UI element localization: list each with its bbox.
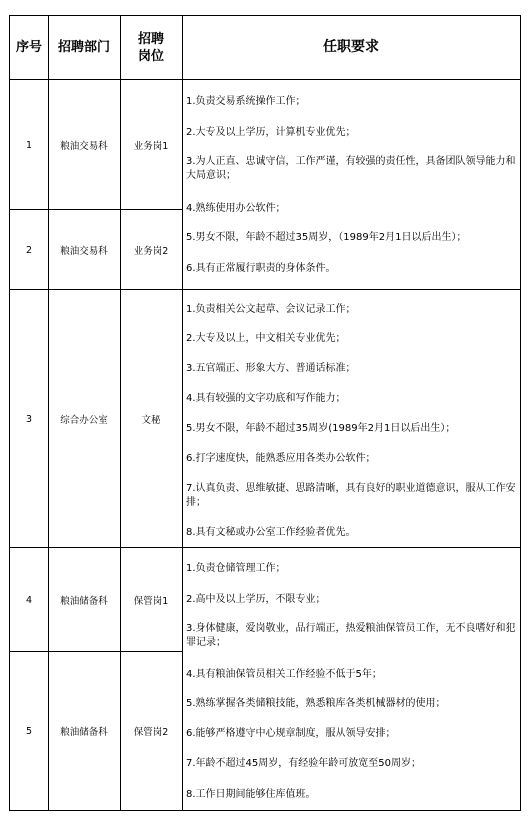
requirement-item: 3.为人正直、忠诚守信，工作严谨，有较强的责任性，具备团队领导能力和大局意识； — [186, 156, 516, 181]
table-border-top — [9, 15, 521, 16]
row2-post: 业务岗2 — [133, 246, 169, 257]
row1-dept: 粮油交易科 — [60, 141, 108, 152]
row5-seq: 5 — [25, 725, 33, 737]
requirement-item: 6.打字速度快，能熟悉应用各类办公软件； — [186, 453, 376, 464]
row4-seq: 4 — [25, 594, 33, 606]
row3-dept: 综合办公室 — [60, 415, 108, 426]
column-divider — [48, 15, 49, 811]
header-seq: 序号 — [15, 40, 42, 55]
requirement-item: 3.身体健康，爱岗敬业，品行端正，热爱粮油保管员工作，无不良嗜好和犯罪记录； — [186, 623, 516, 648]
column-divider — [120, 15, 121, 811]
row3-seq: 3 — [25, 413, 33, 425]
header-post-line2: 岗位 — [137, 48, 164, 64]
row5-dept: 粮油储备科 — [60, 727, 108, 738]
requirement-item: 5.男女不限，年龄不超过35周岁(1989年2月1日以后出生）； — [186, 423, 456, 434]
requirement-item: 1.负责相关公文起草、会议记录工作； — [186, 304, 356, 315]
requirement-item: 7.认真负责、思维敏捷、思路清晰，具有良好的职业道德意识，服从工作安排； — [186, 483, 516, 508]
requirement-item: 4.具有较强的文字功底和写作能力； — [186, 393, 346, 404]
requirement-item: 2.高中及以上学历，不限专业； — [186, 594, 326, 605]
row2-seq: 2 — [25, 244, 33, 256]
requirement-item: 8.工作日期间能够住库值班。 — [186, 789, 316, 800]
header-post-line1: 招聘 — [137, 31, 164, 47]
requirement-item: 2.大专及以上，中文相关专业优先； — [186, 333, 346, 344]
requirement-item: 8.具有文秘或办公室工作经验者优先。 — [186, 527, 356, 538]
row-divider — [9, 547, 521, 548]
header-requirements: 任职要求 — [323, 39, 379, 55]
requirement-item: 2.大专及以上学历，计算机专业优先； — [186, 127, 356, 138]
row-divider — [9, 289, 521, 290]
requirement-item: 6.具有正常履行职责的身体条件。 — [186, 263, 336, 274]
requirement-item: 7.年龄不超过45周岁，有经验年龄可放宽至50周岁； — [186, 758, 421, 769]
table-border-right — [520, 15, 521, 811]
row-divider — [9, 209, 183, 210]
row3-post: 文秘 — [141, 415, 161, 426]
requirement-item: 1.负责交易系统操作工作； — [186, 96, 306, 107]
requirement-item: 3.五官端正、形象大方、普通话标准； — [186, 363, 356, 374]
row2-dept: 粮油交易科 — [60, 246, 108, 257]
requirement-item: 5.男女不限，年龄不超过35周岁，（1989年2月1日以后出生）； — [186, 232, 467, 243]
row1-post: 业务岗1 — [133, 141, 169, 152]
row-divider — [9, 79, 521, 80]
header-post — [120, 16, 182, 79]
row-divider — [9, 651, 183, 652]
header-dept: 招聘部门 — [57, 40, 110, 55]
column-divider — [182, 15, 183, 811]
requirement-item: 6.能够严格遵守中心规章制度，服从领导安排； — [186, 728, 396, 739]
requirement-item: 1.负责仓储管理工作； — [186, 563, 286, 574]
row4-dept: 粮油储备科 — [60, 596, 108, 607]
row1-seq: 1 — [25, 139, 33, 151]
requirement-item: 5.熟练掌握各类储粮技能，熟悉粮库各类机械器材的使用； — [186, 698, 446, 709]
row4-post: 保管岗1 — [133, 596, 169, 607]
table-border-left — [9, 15, 10, 811]
requirement-item: 4.熟练使用办公软件； — [186, 203, 286, 214]
table-border-bottom — [9, 810, 521, 811]
row5-post: 保管岗2 — [133, 727, 169, 738]
requirement-item: 4.具有粮油保管员相关工作经验不低于5年； — [186, 669, 382, 680]
